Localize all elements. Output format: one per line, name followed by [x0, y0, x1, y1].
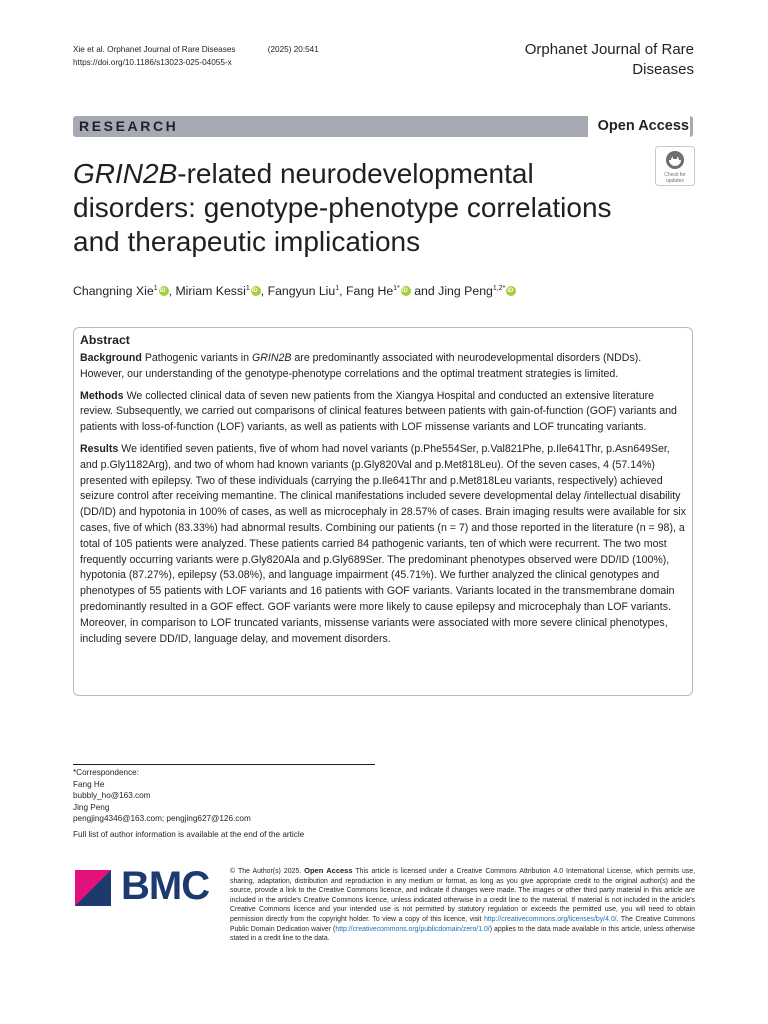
author-5[interactable]: Jing Peng$^{1,2*}$ [438, 284, 506, 298]
bmc-logo-icon [75, 870, 119, 906]
article-type-label: RESEARCH [79, 118, 179, 134]
abstract-heading: Abstract [80, 333, 130, 347]
abstract-background: Background Pathogenic variants in GRIN2B are predominantly associated with neurodevelopmental disorders (NDDs). However, our understanding of the genotype-phenotype correlations and the optimal treatment strategies is limited. [80, 352, 642, 380]
correspondence-name-2: Jing Peng [73, 802, 110, 812]
results-label: Results [80, 442, 119, 455]
orcid-icon[interactable] [401, 286, 411, 296]
abstract-box [73, 327, 693, 696]
check-updates-icon [655, 146, 695, 186]
author-info-note: Full list of author information is available at the end of the article [73, 830, 305, 839]
license-text: © The Author(s) 2025. Open Access This article is licensed under a Creative Commons Attribution 4.0 International License, which permits use, sharing, adaptation, distribution and reproduction in any medium or format, as long as you give appropriate credit to the original author(s) and the source, provide a link to the Creative Commons licence, and indicate if changes were made. The images or other third party material in this article are included in the article's Creative Commons licence, unless indicated otherwise in a credit line to the material. If material is not included in the article's Creative Commons licence and your intended use is not permitted by statutory regulation or exceeds the permitted use, you will need to obtain permission directly from the copyright holder. To view a copy of this licence, visit http://creativecommons.org/licenses/by/4.0/. The Creative Commons Public Domain Dedication waiver (http://creativecommons.org/publicdomain/zero/1.0/) applies to the data made available in this article, unless otherwise stated in a credit line to the data. [230, 866, 696, 943]
article-type-bar [73, 116, 693, 137]
abstract-methods: Methods We collected clinical data of seven new patients from the Xiangya Hospital and conducted an extensive literature review. Subsequently, we carried out comparisons of clinical features between patients with gain-of-function (GOF) variants and patients with loss-of-function (LOF) variants, as well as patients with LOF missense variants and LOF truncating variants. [80, 389, 677, 434]
bmc-logo[interactable] [75, 864, 215, 909]
check-updates-line2: updates [666, 178, 684, 184]
methods-label: Methods [80, 389, 124, 402]
orcid-icon[interactable] [251, 286, 261, 296]
open-access-label: Open Access [588, 116, 690, 137]
doi-link[interactable]: https://doi.org/10.1186/s13023-025-04055-x [73, 58, 232, 67]
journal-name-line2: Diseases [632, 61, 694, 78]
citation-volume: (2025) 20:541 [267, 45, 319, 54]
author-2[interactable]: Miriam Kessi$^1$ [175, 284, 250, 298]
license-link-zero[interactable]: http://creativecommons.org/publicdomain/zero/1.0/ [335, 925, 490, 933]
license-link-by[interactable]: http://creativecommons.org/licenses/by/4.0/ [484, 915, 617, 923]
check-for-updates-badge[interactable] [655, 146, 695, 186]
journal-name [464, 40, 694, 80]
correspondence-email-1[interactable]: bubbly_ho@163.com [73, 791, 151, 801]
orcid-icon[interactable] [506, 286, 516, 296]
citation-header [73, 43, 319, 69]
background-label: Background [80, 352, 142, 364]
footnote-divider [73, 764, 375, 765]
authors-and: and [414, 284, 435, 298]
author-list: Changning Xie$^1$iD , Miriam Kessi$^1$iD , Fangyun Liu$^1$, Fang $He^{1*}iD$ and Jing Peng$^{1,2*}$iD [73, 284, 693, 298]
correspondence-name-1: Fang He [73, 779, 105, 789]
correspondence-block [73, 767, 251, 825]
check-updates-line1: Check for [664, 172, 686, 178]
title-gene: GRIN2B [73, 158, 178, 189]
citation-authors: Xie et al. Orphanet Journal of Rare Diseases [73, 45, 236, 54]
orcid-icon[interactable] [159, 286, 169, 296]
title-rest: -related neurodevelopmental disorders: genotype-phenotype correlations and therapeutic implications [73, 158, 612, 257]
abstract-results: Results We identified seven patients, five of whom had novel variants (p.Phe554Ser, p.Val821Phe, p.Ile641Thr, p.Asn649Ser, and p.Gly1182Arg), and two of whom had known variants (p.Gly820Val and p.Met818Leu). Of the seven cases, 4 (57.14%) presented with epilepsy. Two of these individuals (carrying the p.Ile641Thr and p.Met818Leu variants, respectively) achieved seizure control after receiving memantine. The clinical manifestations included severe developmental delay /intellectual disability (DD/ID) and hypotonia in 100% of cases, as well as microcephaly in 28.57% of cases. Brain imaging results were available for six cases, five of which (83.33%) had abnormal results. Combining our patients (n = 7) and those reported in the literature (n = 98), a total of 105 patients were analyzed. These patients carried 84 pathogenic variants, ten of which were recurrent. The two most frequently occurring variants were p.Gly820Ala and p.Gly689Ser. The predominant phenotypes observed were DD/ID (100%), hypotonia (87.27%), epilepsy (53.08%), and language impairment (45.71%). We further analyzed the clinical genotypes and phenotypes of 55 patients with LOF variants and 16 patients with GOF variants. Variants located in the transmembrane domain predominantly resulted in a GOF effect. GOF variants were more likely to cause epilepsy and microcephaly than LOF variants. Moreover, in comparison to LOF truncated variants, missense variants were associated with more severe clinical phenotypes, including severe DD/ID, language delay, and movement disorders. [80, 442, 686, 645]
bmc-logo-text: BMC [121, 864, 210, 908]
author-1[interactable]: Changning Xie$^1$ [73, 284, 158, 298]
article-title [73, 157, 648, 259]
correspondence-label: *Correspondence: [73, 768, 139, 777]
journal-name-line1: Orphanet Journal of Rare [524, 41, 694, 58]
author-3[interactable]: Fangyun Liu$^1$ [267, 284, 340, 298]
author-4[interactable]: Fang $He^{1*}$ [346, 284, 400, 298]
correspondence-email-2[interactable]: pengjing4346@163.com; pengjing627@126.com [73, 814, 251, 824]
